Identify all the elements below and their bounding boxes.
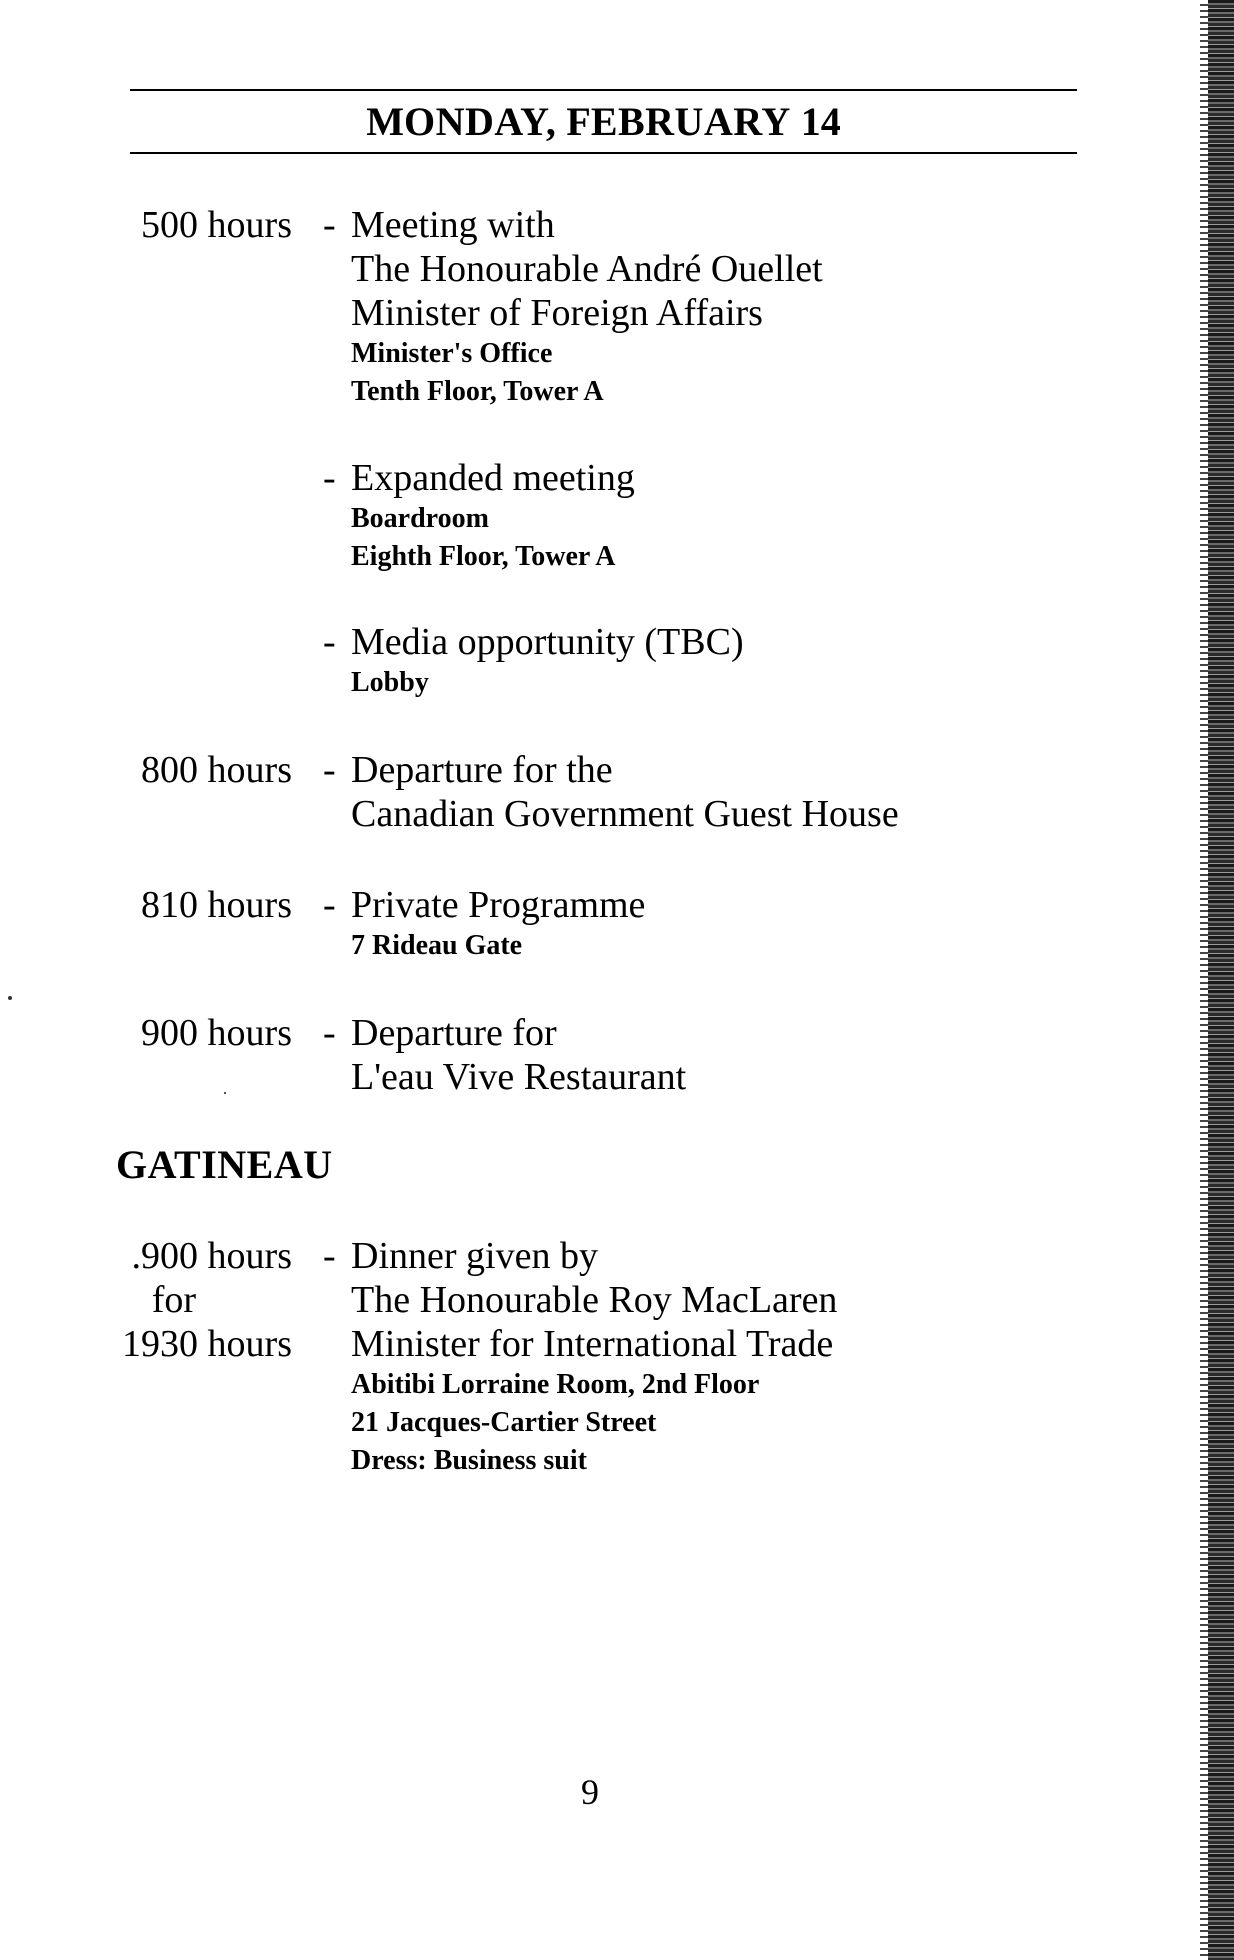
- title-month-initial: F: [566, 99, 591, 144]
- title-month: EBRUARY: [590, 99, 791, 144]
- title-day: 14: [800, 99, 841, 144]
- entry-item: [351, 883, 1171, 965]
- scanned-page-edge: [1200, 0, 1234, 1960]
- item-text: Dinner given by: [351, 1235, 598, 1277]
- item-dash: -: [323, 1235, 336, 1277]
- section-heading: GATINEAU: [116, 1142, 333, 1187]
- item-location: Minister's Office: [351, 338, 553, 369]
- scan-speck: [224, 1092, 226, 1094]
- item-location: Abitibi Lorraine Room, 2nd Floor: [351, 1369, 760, 1400]
- item-text: Expanded meeting: [351, 457, 635, 499]
- header-bottom-rule: [130, 152, 1077, 154]
- header-top-rule: [130, 89, 1077, 91]
- item-dash: -: [323, 457, 336, 499]
- title-weekday: ONDAY,: [404, 99, 557, 144]
- item-text: Minister for International Trade: [351, 1323, 834, 1365]
- item-text: Private Programme: [351, 884, 646, 926]
- page-number: 9: [581, 1772, 599, 1812]
- item-text: Departure for the: [351, 749, 613, 791]
- item-text: Meeting with: [351, 204, 555, 246]
- item-text: The Honourable André Ouellet: [351, 248, 823, 290]
- item-location: 21 Jacques-Cartier Street: [351, 1407, 657, 1438]
- page-title: [130, 96, 1077, 148]
- entry-time: 900 hours: [141, 1012, 292, 1054]
- entry-time: 500 hours: [141, 204, 292, 246]
- item-dash: -: [323, 621, 336, 663]
- entry-time: 810 hours: [141, 884, 292, 926]
- scan-speck: [8, 996, 12, 1000]
- item-location: Tenth Floor, Tower A: [351, 376, 604, 407]
- item-text: The Honourable Roy MacLaren: [351, 1279, 838, 1321]
- item-location: Boardroom: [351, 503, 489, 534]
- entry-time: 800 hours: [141, 749, 292, 791]
- item-dash: -: [323, 749, 336, 791]
- entry-item: [351, 1234, 1171, 1480]
- item-location: Eighth Floor, Tower A: [351, 541, 616, 572]
- item-dash: -: [323, 1012, 336, 1054]
- item-text: Media opportunity (TBC): [351, 621, 744, 663]
- entry-time: .900 hours for 1930 hours: [122, 1235, 292, 1365]
- entry-item: [351, 620, 1171, 702]
- item-text: L'eau Vive Restaurant: [351, 1056, 687, 1098]
- title-weekday-initial: M: [366, 99, 405, 144]
- item-text: Canadian Government Guest House: [351, 793, 899, 835]
- entry-item: [351, 1011, 1171, 1099]
- item-text: Minister of Foreign Affairs: [351, 292, 763, 334]
- item-dash: -: [323, 204, 336, 246]
- item-dash: -: [323, 884, 336, 926]
- item-location: Dress: Business suit: [351, 1445, 587, 1476]
- item-location: Lobby: [351, 667, 429, 698]
- item-location: 7 Rideau Gate: [351, 930, 523, 961]
- entry-item: [351, 748, 1171, 836]
- entry-item: [351, 203, 1171, 411]
- item-text: Departure for: [351, 1012, 557, 1054]
- entry-item: [351, 456, 1171, 576]
